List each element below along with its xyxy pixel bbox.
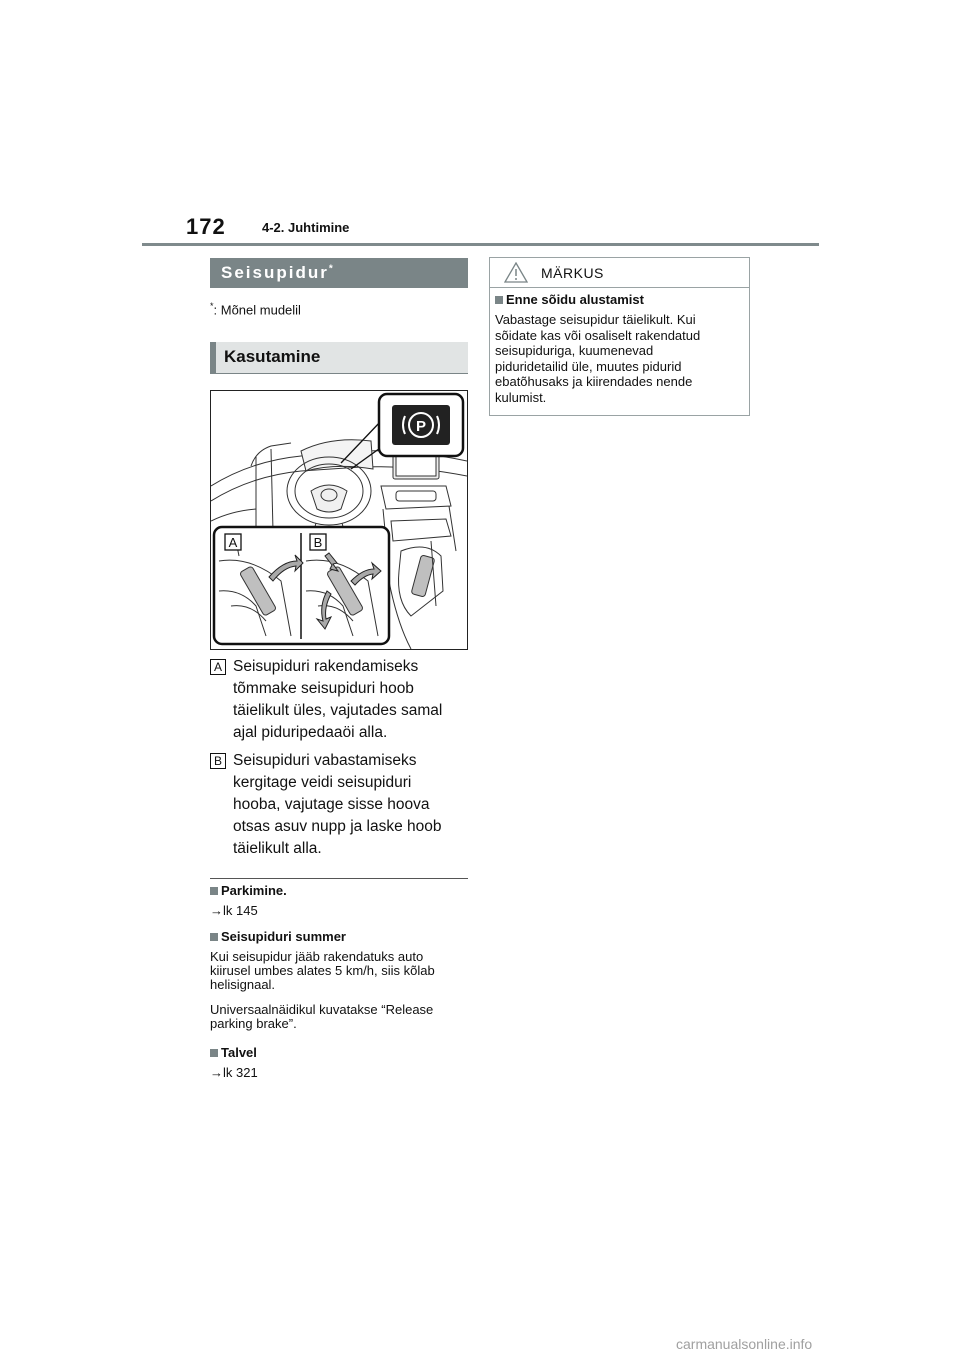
step-b-label: B (210, 753, 226, 769)
note-heading-buzzer (210, 929, 346, 944)
figure-label-b: B (313, 535, 323, 550)
step-b-line: Seisupiduri vabastamiseks (233, 752, 417, 769)
watermark: carmanualsonline.info (676, 1336, 813, 1352)
footnote-text: : Mõnel mudelil (213, 302, 301, 318)
square-bullet-icon (210, 1049, 218, 1057)
note-link-parking[interactable]: →lk 145 (210, 903, 258, 918)
figure-label-a: A (228, 535, 238, 550)
notice-line: seisupiduriga, kuumenevad (495, 343, 654, 358)
note-line: Universaalnäidikul kuvatakse “Release (210, 1002, 434, 1017)
warning-icon (504, 262, 528, 283)
notice-subheading (495, 292, 644, 307)
footnote-marker: * (210, 301, 214, 311)
subheading: Kasutamine (210, 342, 468, 374)
footnote (210, 301, 301, 317)
notice-line: piduridetailid üle, muutes pidurid (495, 358, 682, 374)
note-heading-parking (210, 883, 287, 898)
step-a-label: A (210, 659, 226, 675)
step-b-line: kergitage veidi seisupiduri (233, 774, 412, 791)
notes-divider (210, 878, 468, 879)
note-text-buzzer (210, 950, 472, 992)
parking-brake-lever-illustration (211, 391, 467, 649)
step-b-line: otsas asuv nupp ja laske hoob (233, 818, 442, 835)
step-a-text (233, 656, 469, 744)
note-text-buzzer-2 (210, 1003, 472, 1031)
notice-line: ebatõhusaks ja kiirendades nende (495, 374, 693, 389)
page-number: 172 (186, 214, 226, 239)
notice-header (489, 257, 750, 288)
square-bullet-icon (210, 887, 218, 895)
notice-line: sõidate kas või osaliselt rakendatud (495, 327, 701, 343)
note-heading-text: Parkimine. (221, 883, 287, 898)
title-marker: * (328, 263, 333, 275)
note-link-winter[interactable]: →lk 321 (210, 1065, 258, 1080)
title-text: Seisupidur (221, 263, 329, 282)
step-a-line: ajal piduripedaaöi alla. (233, 724, 388, 741)
step-b-text (233, 750, 469, 860)
step-a-line: Seisupiduri rakendamiseks (233, 658, 419, 675)
square-bullet-icon (210, 933, 218, 941)
section-title: 4-2. Juhtimine (262, 220, 350, 235)
square-bullet-icon (495, 296, 503, 304)
note-heading-winter (210, 1045, 257, 1060)
step-b-line: täielikult alla. (233, 840, 322, 857)
notice-text (495, 312, 745, 405)
note-heading-text: Seisupiduri summer (221, 929, 346, 944)
step-b-line: hooba, vajutage sisse hoova (233, 796, 430, 813)
note-line: helisignaal. (210, 977, 276, 992)
notice-line: kulumist. (495, 389, 547, 405)
page-title (210, 258, 468, 288)
notice-title: MÄRKUS (541, 265, 604, 281)
step-a-line: tõmmake seisupiduri hoob (233, 680, 414, 697)
parking-brake-figure (210, 390, 468, 650)
header-rule (142, 243, 819, 246)
step-a-line: täielikult üles, vajutades samal (233, 702, 443, 719)
note-line: kiirusel umbes alates 5 km/h, siis kõlab (210, 963, 435, 978)
notice-line: Vabastage seisupidur täielikult. Kui (495, 312, 696, 327)
indicator-glyph: P (415, 418, 427, 435)
note-line: Kui seisupidur jääb rakendatuks auto (210, 949, 424, 964)
note-line: parking brake”. (210, 1016, 297, 1031)
note-heading-text: Talvel (221, 1045, 257, 1060)
notice-subheading-text: Enne sõidu alustamist (506, 292, 644, 307)
